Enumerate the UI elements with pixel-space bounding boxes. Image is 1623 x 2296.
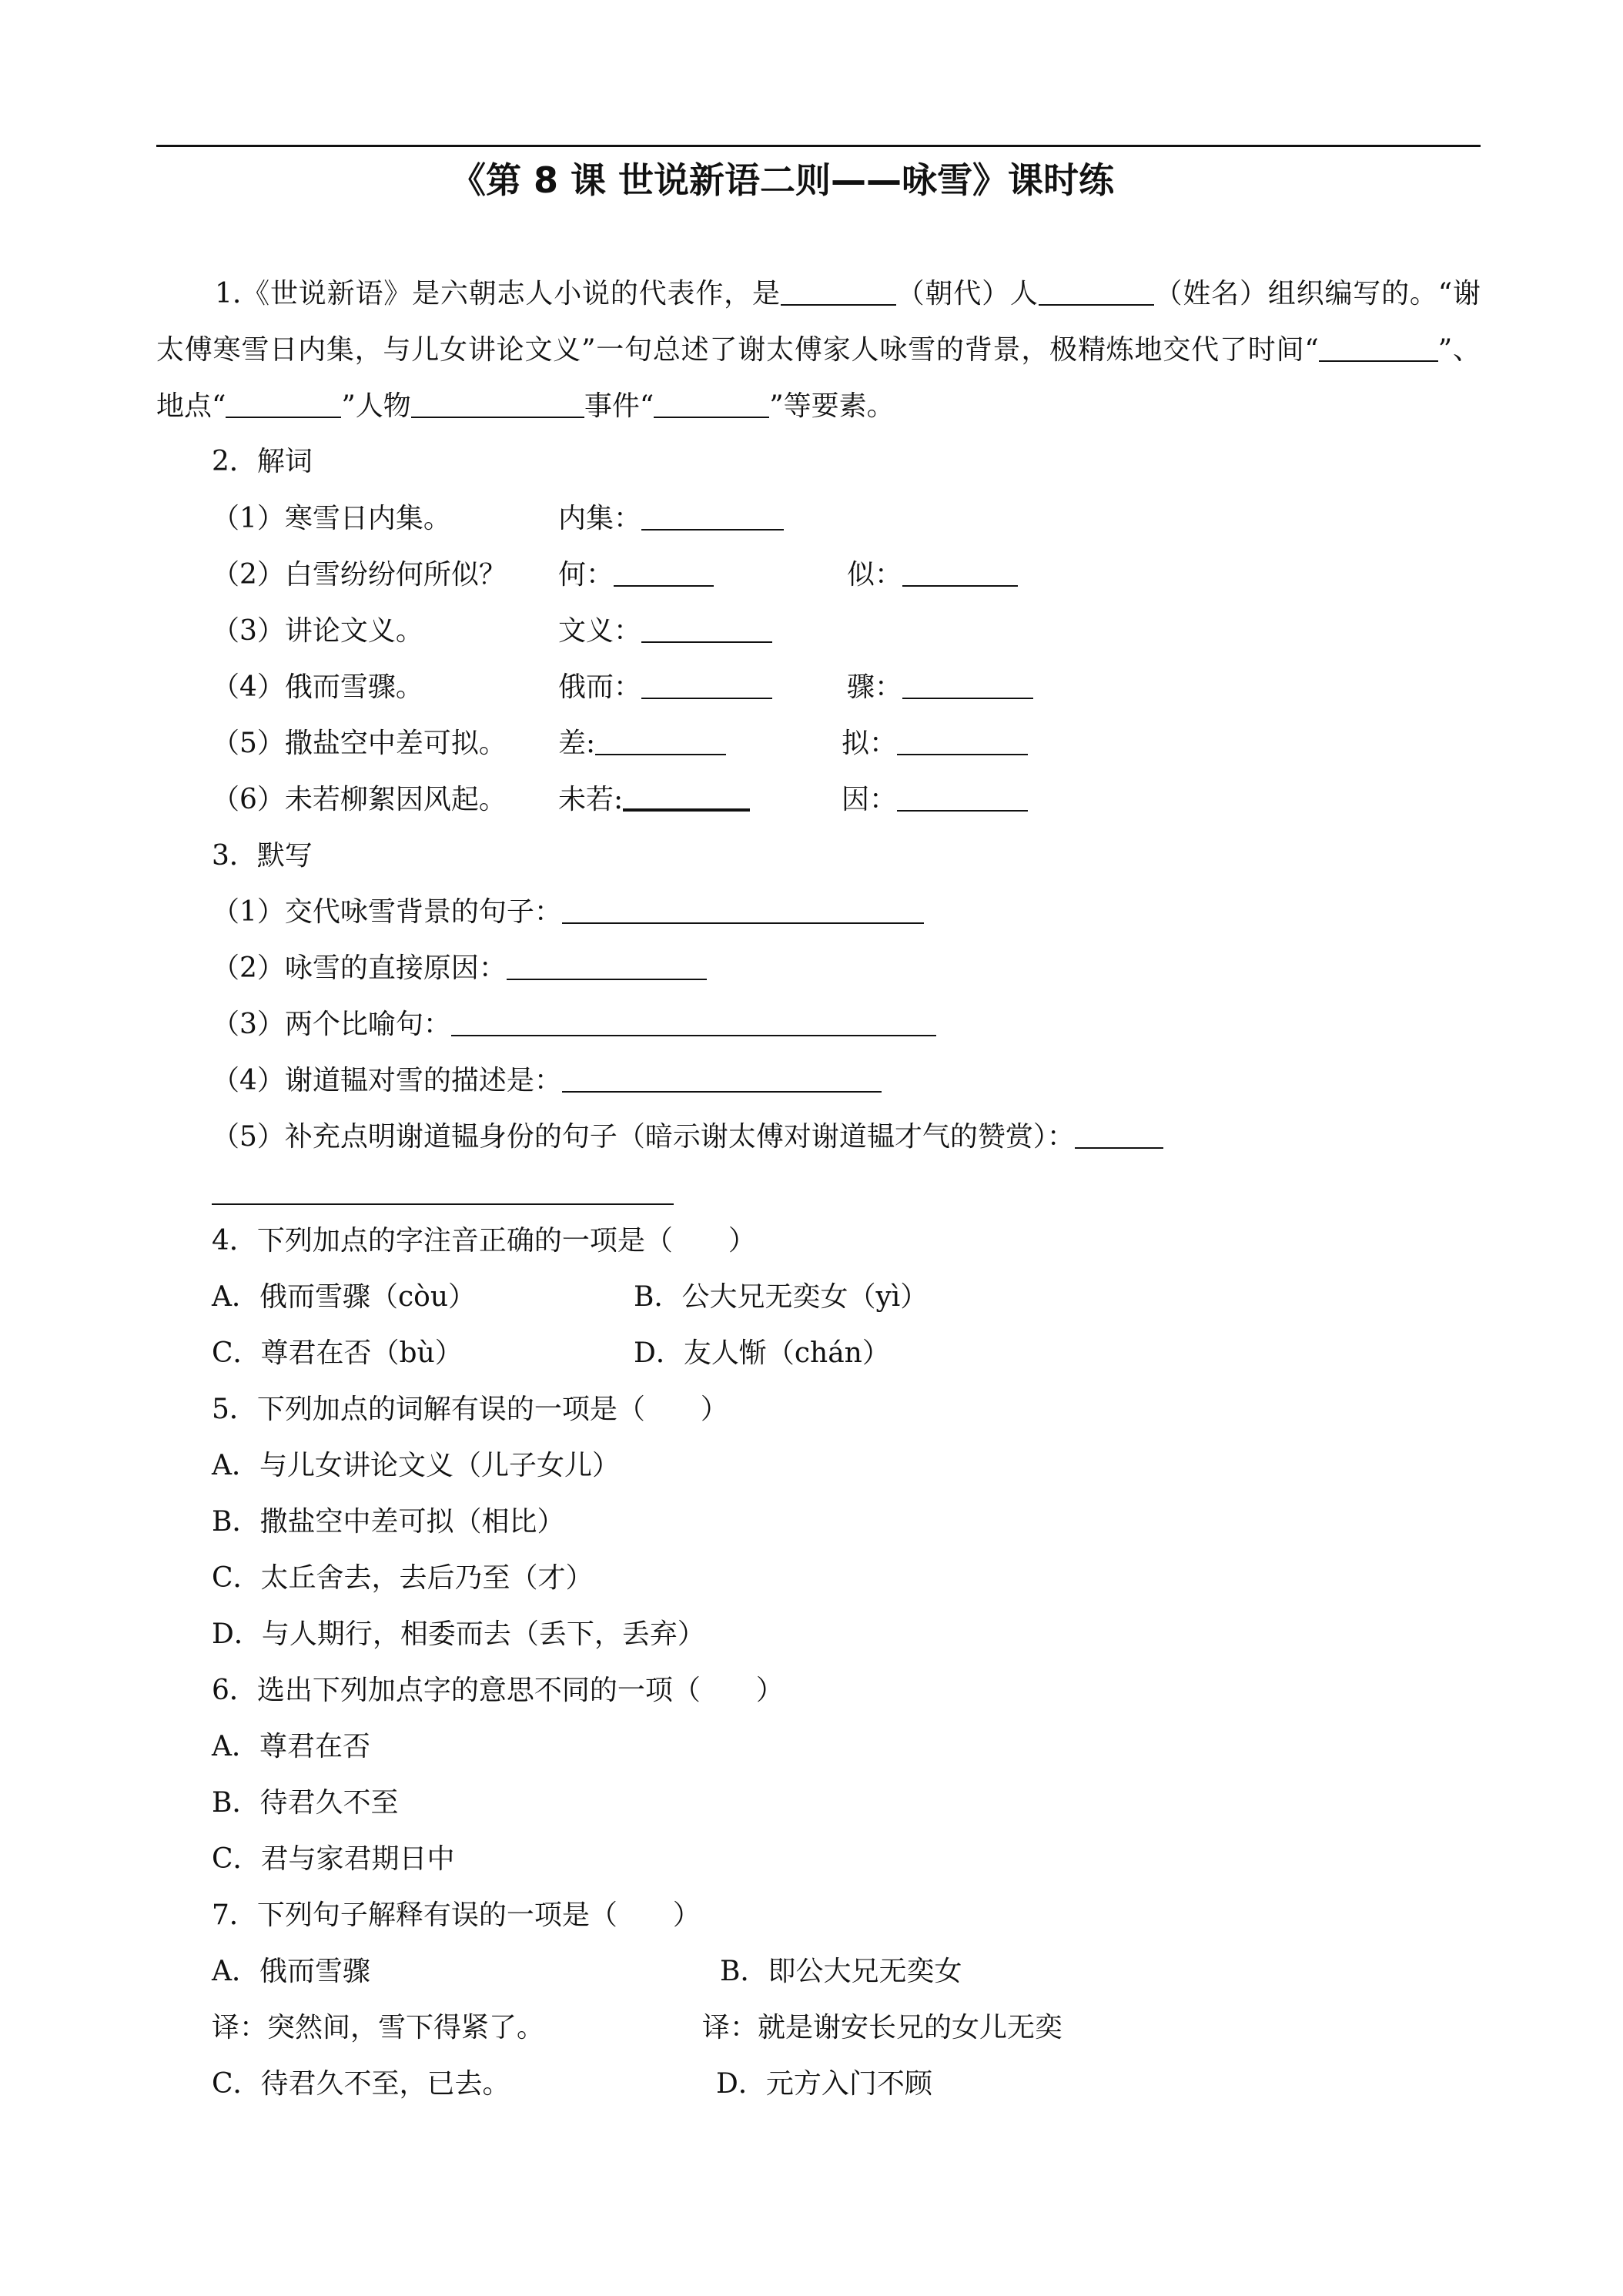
q2-item-3-sentence: （3）讲论文义。: [212, 615, 423, 647]
q2-item-4-word2: 骤：: [847, 671, 1033, 705]
q7-option-c: C．待君久不至，已去。: [212, 2068, 510, 2100]
answer-blank[interactable]: [226, 393, 341, 418]
answer-blank[interactable]: [1075, 1124, 1163, 1149]
answer-blank[interactable]: [595, 731, 726, 755]
answer-blank[interactable]: [902, 674, 1033, 699]
question-7-stem: 7．下列句子解释有误的一项是（ ）: [212, 1899, 701, 1931]
q7-option-b-translation: 译：就是谢安长兄的女儿无奕: [702, 2012, 1063, 2043]
answer-blank[interactable]: [562, 1068, 882, 1093]
q2-item-2-word1: 何：: [558, 558, 714, 592]
answer-blank[interactable]: [562, 899, 924, 924]
answer-blank[interactable]: [411, 393, 584, 418]
q6-option-a: A．尊君在否: [212, 1731, 370, 1762]
answer-blank[interactable]: [1319, 337, 1438, 362]
q2-item-6-word1: 未若:: [558, 783, 750, 817]
q3-item-3: （3）两个比喻句：: [212, 1008, 936, 1042]
q3-item-2: （2）咏雪的直接原因：: [212, 952, 707, 986]
answer-blank[interactable]: [897, 787, 1028, 812]
question-4-stem: 4．下列加点的字注音正确的一项是（ ）: [212, 1225, 756, 1257]
q2-item-4-sentence: （4）俄而雪骤。: [212, 671, 423, 703]
q4-option-c: C．尊君在否（bù）: [212, 1337, 463, 1369]
q2-item-6-word2: 因：: [842, 783, 1028, 817]
q2-item-4-word1: 俄而：: [558, 671, 772, 705]
q3-item-5: （5）补充点明谢道韫身份的句子（暗示谢太傅对谢道韫才气的赞赏）：: [212, 1120, 1163, 1154]
question-5-stem: 5．下列加点的词解有误的一项是（ ）: [212, 1394, 728, 1425]
q2-item-2-word2: 似：: [847, 558, 1018, 592]
q2-item-2-sentence: （2）白雪纷纷何所似？: [212, 559, 507, 591]
answer-blank[interactable]: [507, 956, 707, 980]
q7-option-a: A．俄而雪骤: [212, 1956, 370, 1987]
q2-item-3-word: 文义：: [558, 614, 772, 648]
header-rule: [156, 145, 1481, 147]
q5-option-d: D．与人期行，相委而去（丢下，丢弃）: [212, 1618, 705, 1650]
q7-option-a-translation: 译：突然间，雪下得紧了。: [212, 2012, 545, 2043]
q2-item-5-word2: 拟：: [842, 727, 1028, 761]
q6-option-b: B．待君久不至: [212, 1787, 399, 1819]
answer-blank[interactable]: [451, 1012, 936, 1036]
q7-option-b: B．即公大兄无奕女: [720, 1956, 962, 1987]
answer-blank[interactable]: [902, 562, 1018, 587]
q2-item-6-sentence: （6）未若柳絮因风起。: [212, 784, 507, 815]
answer-blank[interactable]: [897, 731, 1028, 755]
q2-item-5-word1: 差:: [558, 727, 726, 761]
q4-option-d: D．友人惭（chán）: [634, 1337, 890, 1369]
answer-blank[interactable]: [641, 618, 772, 643]
question-6-stem: 6．选出下列加点字的意思不同的一项（ ）: [212, 1675, 784, 1706]
question-1: 1.《世说新语》是六朝志人小说的代表作，是 （朝代）人 （姓名）组织编写的。“谢太傅寒雪日内集，与儿女讲论文义”一句总述了谢太傅家人咏雪的背景，极精炼地交代了时间“ ”、地点“ ”人物 事件“ ”等要素。: [156, 278, 1481, 422]
answer-blank[interactable]: [614, 562, 714, 587]
page-title: 《第 8 课 世说新语二则——咏雪》课时练: [450, 159, 1115, 201]
question-2-heading: 2．解词: [212, 446, 313, 477]
answer-blank[interactable]: [654, 393, 769, 418]
q7-option-d: D．元方入门不顾: [716, 2068, 932, 2100]
q2-item-1-sentence: （1）寒雪日内集。: [212, 503, 451, 534]
answer-blank-continuation[interactable]: [212, 1203, 674, 1205]
q2-item-5-sentence: （5）撒盐空中差可拟。: [212, 728, 507, 759]
answer-blank[interactable]: [781, 281, 896, 306]
q5-option-c: C．太丘舍去，去后乃至（才）: [212, 1562, 594, 1594]
question-3-heading: 3．默写: [212, 840, 313, 872]
q3-item-1: （1）交代咏雪背景的句子：: [212, 895, 924, 929]
answer-blank[interactable]: [641, 506, 784, 530]
q6-option-c: C．君与家君期日中: [212, 1843, 455, 1875]
q2-item-1-word: 内集：: [558, 502, 784, 536]
q5-option-a: A．与儿女讲论文义（儿子女儿）: [212, 1450, 620, 1481]
answer-blank[interactable]: [641, 674, 772, 699]
q3-item-4: （4）谢道韫对雪的描述是：: [212, 1064, 882, 1098]
q4-option-b: B．公大兄无奕女（yì）: [634, 1281, 929, 1313]
answer-blank[interactable]: [1039, 281, 1154, 306]
answer-blank[interactable]: [623, 785, 750, 812]
q5-option-b: B．撒盐空中差可拟（相比）: [212, 1506, 565, 1538]
q4-option-a: A．俄而雪骤（còu）: [212, 1281, 477, 1313]
